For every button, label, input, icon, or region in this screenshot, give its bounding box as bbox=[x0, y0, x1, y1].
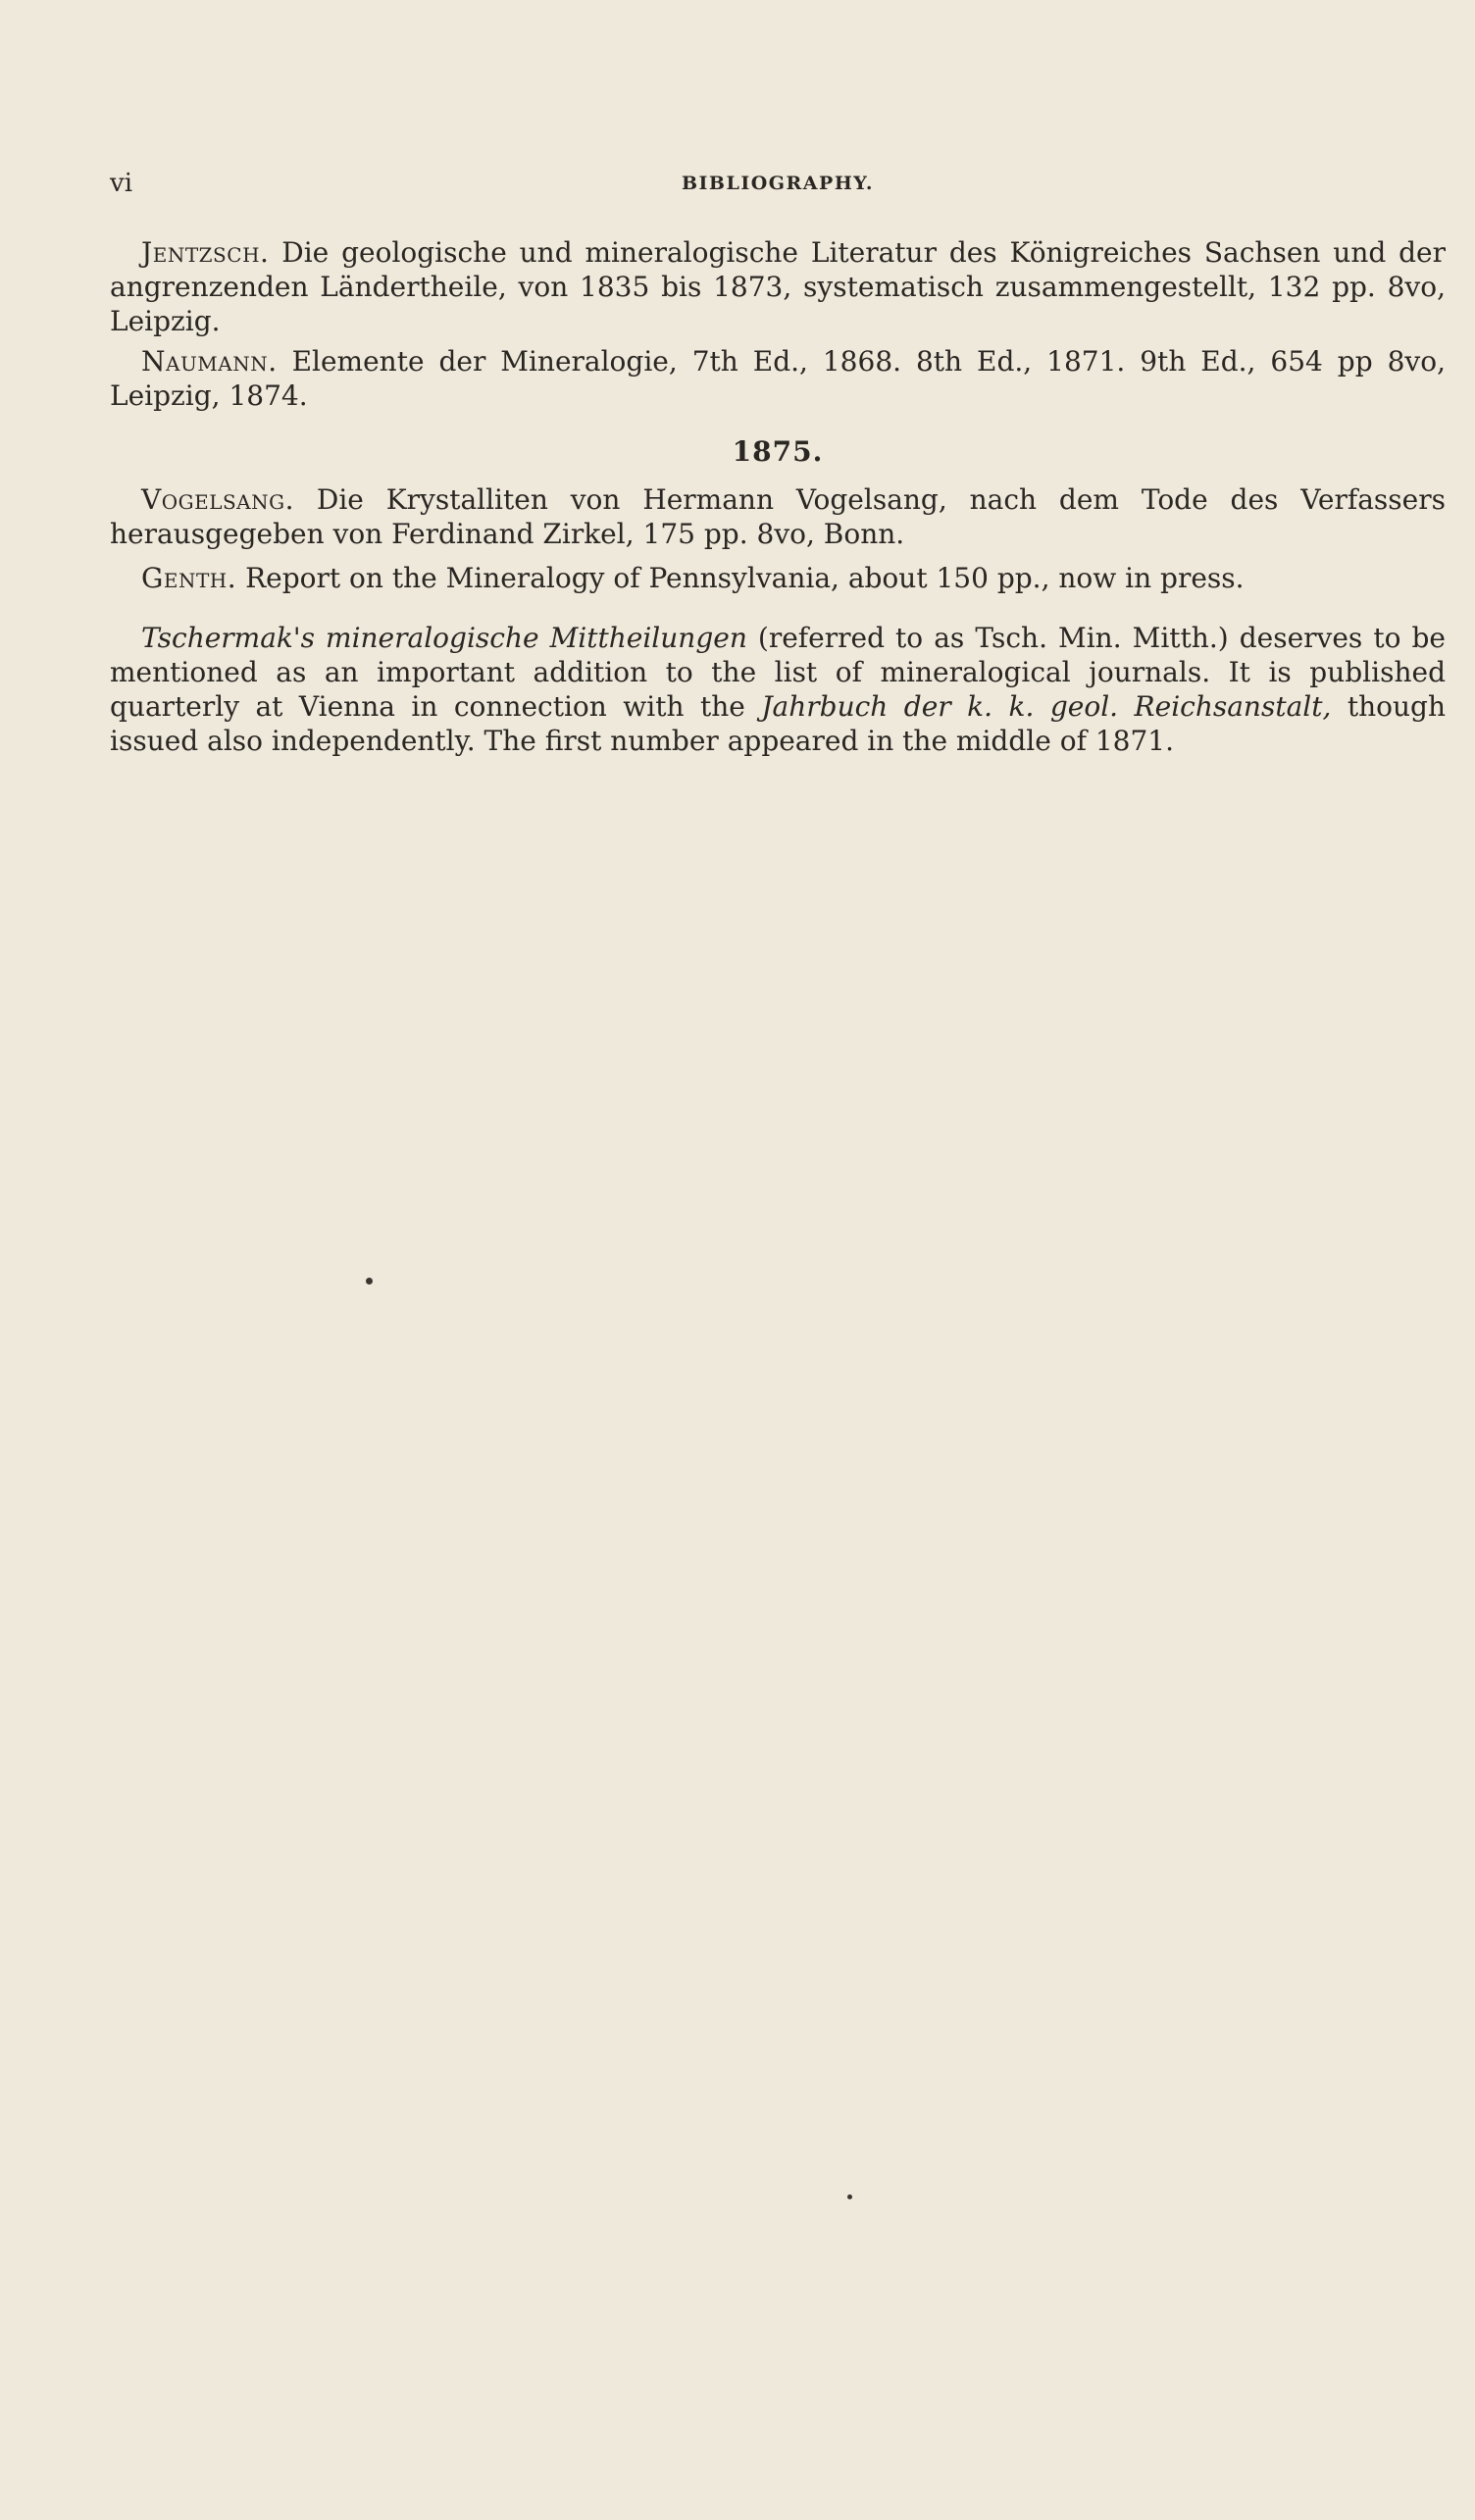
entry-text: Report on the Mineralogy of Pennsylvania, about 150 pp., now in press. bbox=[245, 562, 1245, 594]
ink-speck bbox=[366, 1278, 373, 1285]
page-number: vi bbox=[110, 169, 133, 198]
note-journal-title: Tschermak's mineralogische Mittheilungen bbox=[141, 622, 747, 654]
entry-text: Elemente der Mineralogie, 7th Ed., 1868. 8th Ed., 1871. 9th Ed., 654 pp 8vo, Leipzig, 1874. bbox=[110, 345, 1446, 412]
entry-author: Jentzsch. bbox=[141, 236, 270, 269]
running-head: BIBLIOGRAPHY. bbox=[681, 173, 875, 194]
year-heading: 1875. bbox=[732, 435, 824, 468]
entry-jentzsch bbox=[110, 235, 1446, 338]
journal-note bbox=[110, 621, 1446, 758]
bibliography-content bbox=[110, 235, 1446, 758]
ink-speck bbox=[847, 2194, 852, 2199]
page-header bbox=[110, 169, 1446, 202]
entry-genth bbox=[110, 561, 1446, 595]
note-text-part1: (referred to as Tsch. Min. Mitth.) deserves to be mentioned as an important addition to the list of mineralogical journals. It is published quarterly at Vienna in connection with the bbox=[110, 622, 1447, 723]
note-text-part2: though issued also independently. The first number appeared in the middle of 1871. bbox=[110, 690, 1446, 757]
entry-vogelsang bbox=[110, 482, 1446, 551]
entry-author: Naumann. bbox=[141, 345, 278, 378]
note-jahrbuch-title: Jahrbuch der k. k. geol. Reichsanstalt, bbox=[761, 690, 1332, 723]
entry-author: Genth. bbox=[141, 562, 237, 594]
entry-text: Die Krystalliten von Hermann Vogelsang, nach dem Tode des Verfassers herausgegeben von Ferdinand Zirkel, 175 pp. 8vo, Bonn. bbox=[110, 483, 1446, 550]
entry-author: Vogelsang. bbox=[141, 483, 294, 516]
entry-naumann bbox=[110, 344, 1446, 413]
entry-text: Die geologische und mineralogische Literatur des Königreiches Sachsen und der angrenzenden Ländertheile, von 1835 bis 1873, systematisch zusammengestellt, 132 pp. 8vo, Leipzig. bbox=[110, 236, 1447, 337]
